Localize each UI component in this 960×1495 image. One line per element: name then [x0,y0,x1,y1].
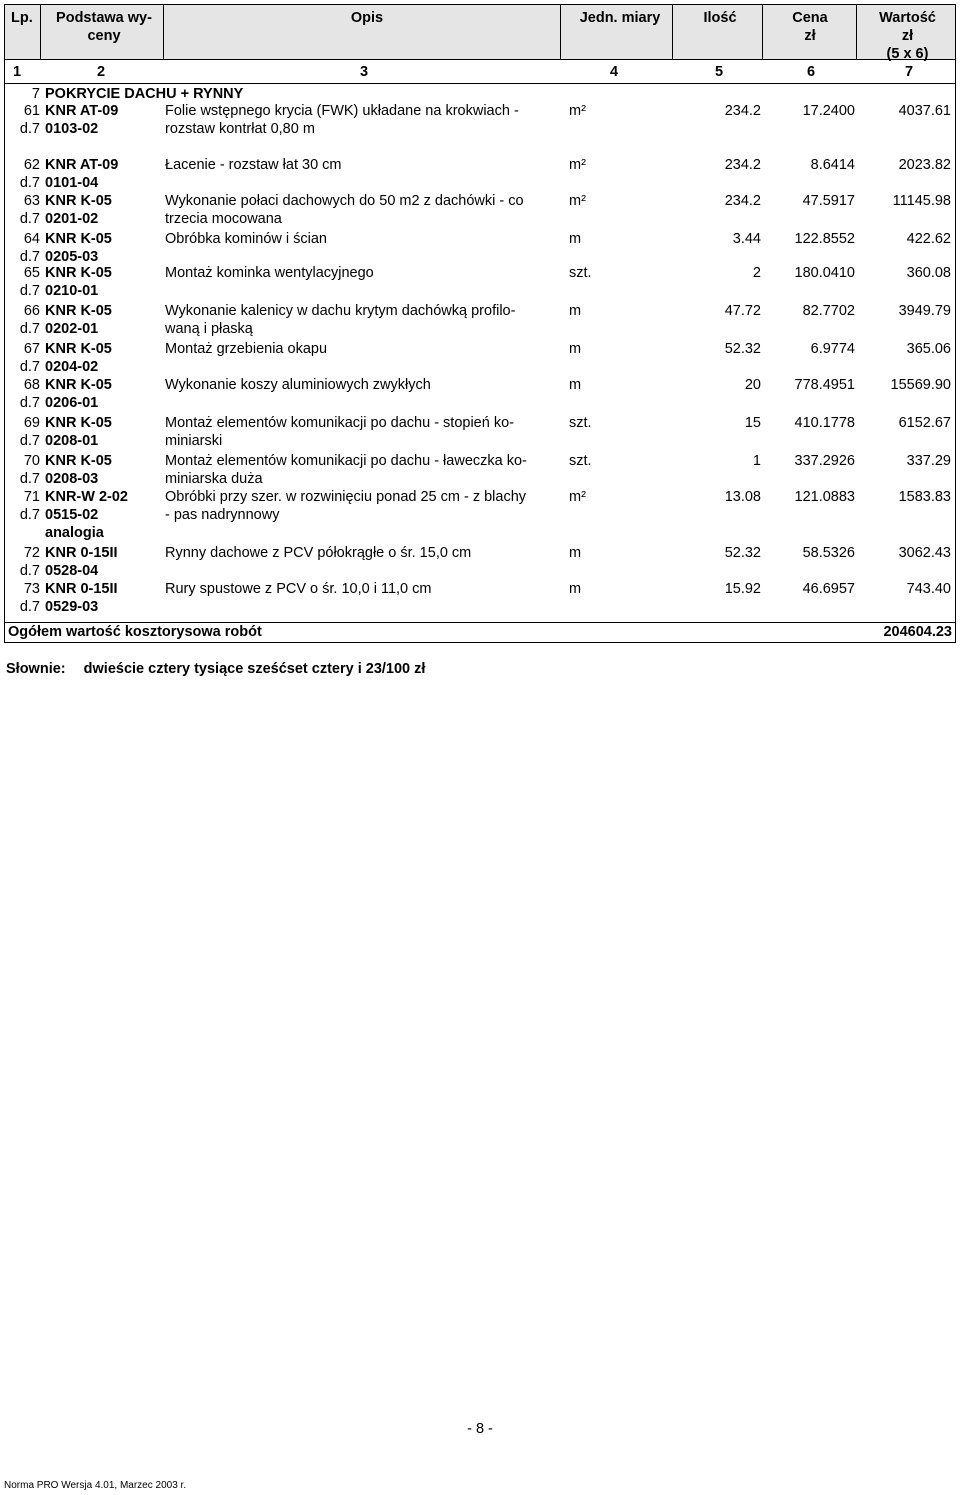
row-wartosc: 360.08 [906,265,951,281]
row-opis: Montaż grzebienia okapu [165,341,328,357]
row-ilosc: 52.32 [724,341,761,357]
row-lp: 73 [23,581,40,597]
row-cena: 82.7702 [802,303,855,319]
row-ilosc: 234.2 [724,157,761,173]
row-kod-nr: 0529-03 [45,599,99,615]
row-jm: m [569,231,582,247]
row-kod-nr: 0201-02 [45,211,99,227]
row-kod: KNR K-05 [45,265,112,281]
total-row [4,622,956,643]
row-opis: Wykonanie kalenicy w dachu krytym dachówką profilo- [165,303,516,319]
row-lp: 71 [23,489,40,505]
row-dzial: d.7 [19,175,40,191]
row-cena: 778.4951 [794,377,855,393]
row-lp: 70 [23,453,40,469]
row-wartosc: 743.40 [906,581,951,597]
colnum: 7 [905,64,914,80]
column-divider [856,4,857,60]
row-kod-nr: 0103-02 [45,121,99,137]
header-wartosc-1: Wartość [879,10,936,26]
row-ilosc: 2 [752,265,761,281]
header-ilosc: Ilość [703,10,737,26]
amount-in-words [6,661,425,677]
column-divider [163,4,164,60]
row-wartosc: 337.29 [906,453,951,469]
row-ilosc: 47.72 [724,303,761,319]
row-cena: 410.1778 [794,415,855,431]
row-kod: KNR 0-15II [45,581,118,597]
row-wartosc: 3949.79 [898,303,951,319]
row-ilosc: 15.92 [724,581,761,597]
row-ilosc: 1 [752,453,761,469]
row-dzial: d.7 [19,359,40,375]
row-kod: KNR K-05 [45,231,112,247]
colnum: 2 [97,64,106,80]
slownie-text: dwieście cztery tysiące sześćset cztery i 23/100 zł [83,661,426,677]
row-wartosc: 4037.61 [898,103,951,119]
row-kod-nr: 0208-01 [45,433,99,449]
column-divider [560,4,561,60]
header-jm: Jedn. miary [579,10,661,26]
row-kod-nr: 0528-04 [45,563,99,579]
row-opis-cont: miniarska duża [165,471,263,487]
table-body [4,84,956,623]
row-lp: 68 [23,377,40,393]
row-kod-nr: 0208-03 [45,471,99,487]
row-cena: 6.9774 [810,341,855,357]
page-number: - 8 - [467,1421,493,1437]
row-opis-cont: trzecia mocowana [165,211,282,227]
colnum: 4 [610,64,619,80]
total-label: Ogółem wartość kosztorysowa robót [8,624,262,640]
header-lp: Lp. [11,10,33,26]
column-number-row [4,60,956,84]
colnum: 5 [715,64,724,80]
row-jm: m² [569,193,586,209]
row-kod: KNR K-05 [45,303,112,319]
row-kod-nr: 0204-02 [45,359,99,375]
row-jm: m [569,303,582,319]
colnum: 1 [13,64,22,80]
row-kod: KNR AT-09 [45,157,119,173]
row-opis: Montaż elementów komunikacji po dachu - stopień ko- [165,415,514,431]
header-wartosc-3: (5 x 6) [886,46,929,62]
row-dzial: d.7 [19,321,40,337]
row-lp: 64 [23,231,40,247]
row-wartosc: 365.06 [906,341,951,357]
row-cena: 122.8552 [794,231,855,247]
row-ilosc: 20 [744,377,761,393]
row-dzial: d.7 [19,599,40,615]
column-divider [40,4,41,60]
header-cena-1: Cena [792,10,828,26]
row-cena: 180.0410 [794,265,855,281]
row-lp: 67 [23,341,40,357]
header-wartosc-2: zł [901,28,914,44]
row-dzial: d.7 [19,121,40,137]
row-opis: Obróbki przy szer. w rozwinięciu ponad 25 cm - z blachy [165,489,527,505]
row-wartosc: 2023.82 [898,157,951,173]
row-ilosc: 3.44 [732,231,761,247]
row-lp: 66 [23,303,40,319]
row-opis-cont: miniarski [165,433,223,449]
row-opis: Folie wstępnego krycia (FWK) układane na krokwiach - [165,103,519,119]
row-lp: 63 [23,193,40,209]
row-cena: 8.6414 [810,157,855,173]
row-dzial: d.7 [19,507,40,523]
row-opis: Wykonanie koszy aluminiowych zwykłych [165,377,431,393]
column-divider [762,4,763,60]
row-kod: KNR-W 2-02 [45,489,128,505]
row-jm: m [569,377,582,393]
row-dzial: d.7 [19,249,40,265]
row-jm: m [569,341,582,357]
row-cena: 337.2926 [794,453,855,469]
row-ilosc: 234.2 [724,193,761,209]
colnum: 3 [360,64,369,80]
row-dzial: d.7 [19,471,40,487]
row-jm: m² [569,157,586,173]
row-lp: 62 [23,157,40,173]
row-kod: KNR AT-09 [45,103,119,119]
row-kod: KNR 0-15II [45,545,118,561]
row-cena: 47.5917 [802,193,855,209]
row-lp: 72 [23,545,40,561]
row-cena: 58.5326 [802,545,855,561]
row-kod-nr: 0205-03 [45,249,99,265]
table-header [4,4,956,60]
footer-note: Norma PRO Wersja 4.01, Marzec 2003 r. [4,1480,187,1491]
row-dzial: d.7 [19,563,40,579]
row-opis: Montaż elementów komunikacji po dachu - ławeczka ko- [165,453,527,469]
row-kod-extra: analogia [45,525,104,541]
row-kod: KNR K-05 [45,341,112,357]
colnum: 6 [807,64,816,80]
column-divider [672,4,673,60]
row-jm: szt. [569,265,592,281]
row-jm: szt. [569,415,592,431]
row-kod: KNR K-05 [45,193,112,209]
row-ilosc: 52.32 [724,545,761,561]
row-ilosc: 15 [744,415,761,431]
row-lp: 65 [23,265,40,281]
row-dzial: d.7 [19,211,40,227]
row-wartosc: 422.62 [906,231,951,247]
row-kod: KNR K-05 [45,453,112,469]
row-dzial: d.7 [19,433,40,449]
row-lp: 69 [23,415,40,431]
row-kod-nr: 0515-02 [45,507,99,523]
row-jm: m [569,581,582,597]
row-ilosc: 13.08 [724,489,761,505]
row-jm: m² [569,103,586,119]
row-ilosc: 234.2 [724,103,761,119]
row-opis-cont: rozstaw kontrłat 0,80 m [165,121,315,137]
row-opis-cont: - pas nadrynnowy [165,507,280,523]
header-podstawa-1: Podstawa wy- [56,10,152,26]
row-wartosc: 1583.83 [898,489,951,505]
row-jm: szt. [569,453,592,469]
row-kod: KNR K-05 [45,377,112,393]
row-opis: Łacenie - rozstaw łat 30 cm [165,157,342,173]
row-opis: Rynny dachowe z PCV półokrągłe o śr. 15,0 cm [165,545,472,561]
row-jm: m² [569,489,586,505]
row-cena: 121.0883 [794,489,855,505]
row-wartosc: 15569.90 [890,377,951,393]
row-wartosc: 11145.98 [892,193,951,209]
row-opis: Obróbka kominów i ścian [165,231,327,247]
section-title: POKRYCIE DACHU + RYNNY [45,86,244,102]
total-value: 204604.23 [883,624,952,640]
row-kod-nr: 0202-01 [45,321,99,337]
row-opis: Rury spustowe z PCV o śr. 10,0 i 11,0 cm [165,581,432,597]
row-kod-nr: 0206-01 [45,395,99,411]
row-kod-nr: 0210-01 [45,283,99,299]
header-podstawa-2: ceny [87,28,121,44]
section-lp: 7 [31,86,40,102]
header-opis: Opis [350,10,384,26]
header-cena-2: zł [804,28,816,44]
row-dzial: d.7 [19,283,40,299]
row-opis-cont: waną i płaską [165,321,253,337]
row-wartosc: 6152.67 [898,415,951,431]
row-cena: 17.2400 [802,103,855,119]
row-lp: 61 [23,103,40,119]
row-cena: 46.6957 [802,581,855,597]
slownie-label: Słownie: [6,661,66,677]
row-kod: KNR K-05 [45,415,112,431]
row-jm: m [569,545,582,561]
row-opis: Montaż kominka wentylacyjnego [165,265,374,281]
row-opis: Wykonanie połaci dachowych do 50 m2 z dachówki - co [165,193,524,209]
row-dzial: d.7 [19,395,40,411]
row-kod-nr: 0101-04 [45,175,99,191]
row-wartosc: 3062.43 [898,545,951,561]
